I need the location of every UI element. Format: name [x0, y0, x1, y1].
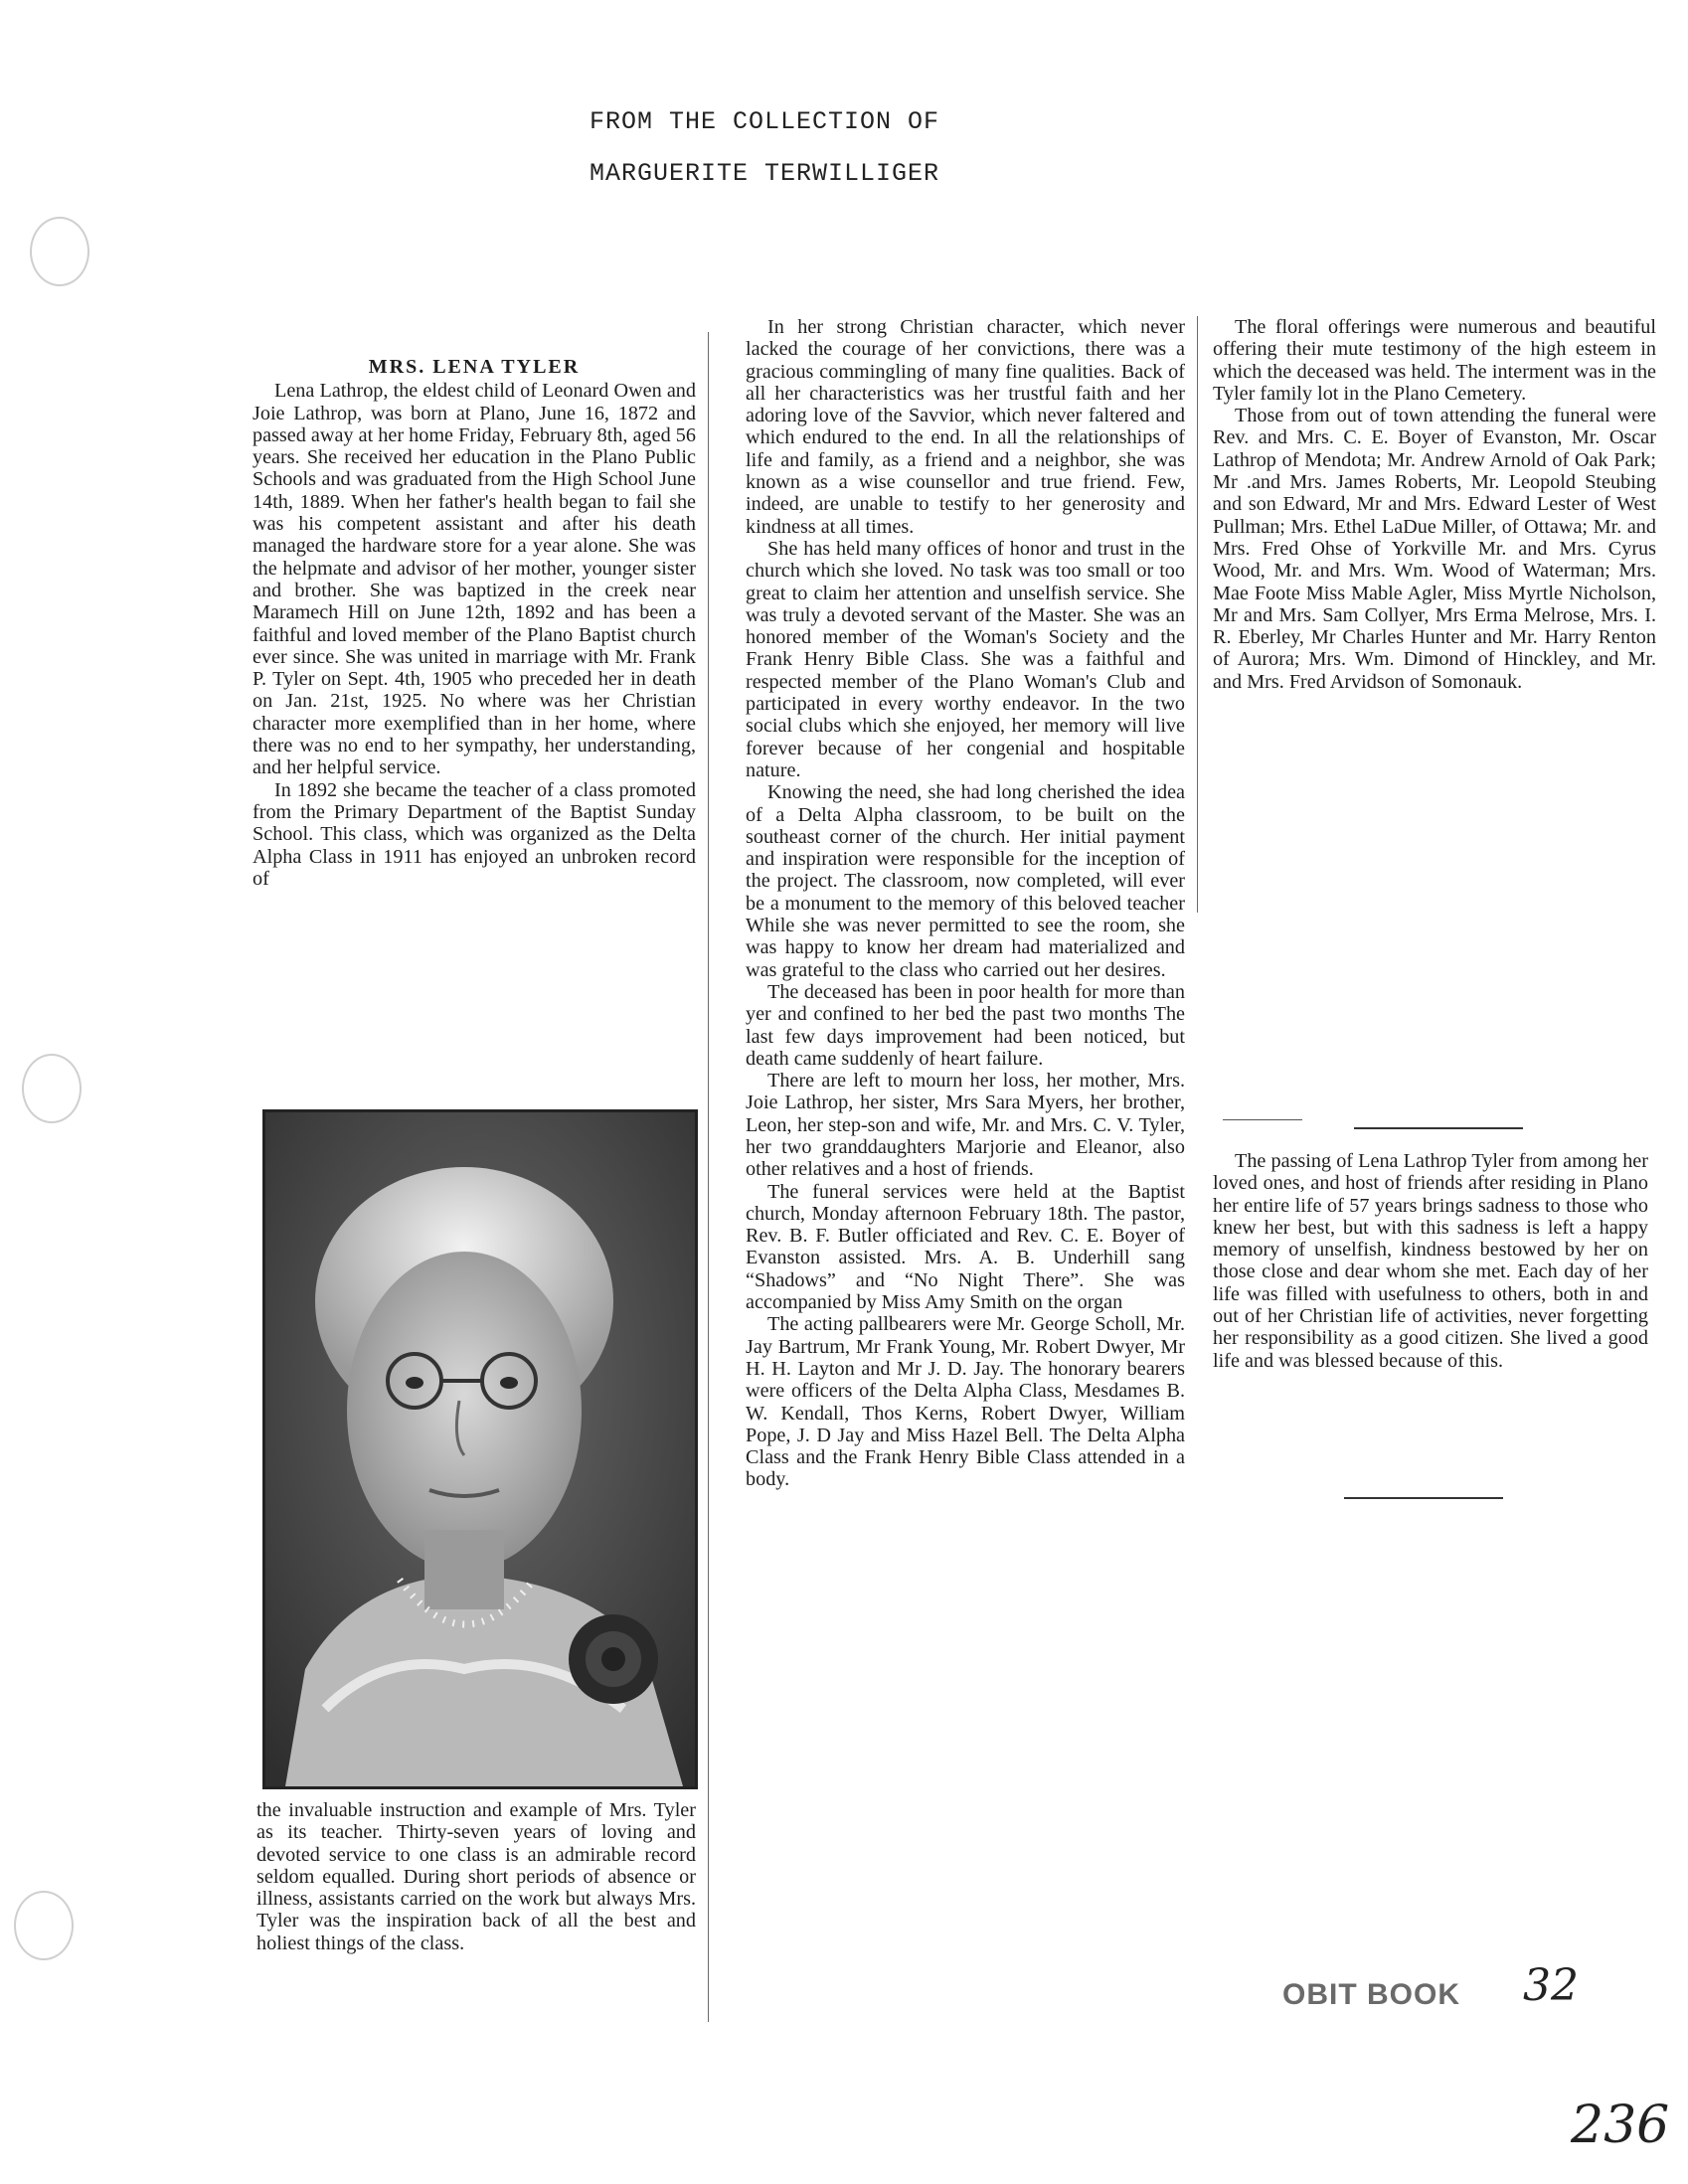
handwritten-book-number: 32: [1523, 1960, 1579, 2011]
paragraph: the invaluable instruction and example of Mrs. Tyler as its teacher. Thirty-seven years of loving and devoted service to one class is an admirable record seldom equalled. During short periods of absence or illness, assistants carried on the work but always Mrs. Tyler was the inspiration back of all the best and holiest things of the class.: [256, 1799, 696, 1954]
divider-rule: [1344, 1497, 1503, 1499]
obituary-column-1-continued: [256, 1799, 696, 1954]
column-divider: [708, 332, 709, 2022]
obit-book-stamp: OBIT BOOK: [1282, 1978, 1460, 2011]
paragraph: The floral offerings were numerous and beautiful offering their mute testimony of the high esteem in which the deceased was held. The interment was in the Tyler family lot in the Plano Cemetery.: [1213, 316, 1656, 405]
paragraph: The acting pallbearers were Mr. George Scholl, Mr. Jay Bartrum, Mr Frank Young, Mr. Robert Dwyer, Mr H. H. Layton and Mr J. D. Jay. The honorary bearers were officers of the Delta Alpha Class, Mesdames B. W. Kendall, Thos Kerns, Robert Dwyer, William Pope, J. D Jay and Miss Hazel Bell. The Delta Alpha Class and the Frank Henry Bible Class attended in a body.: [746, 1313, 1185, 1491]
paragraph: In her strong Christian character, which never lacked the courage of her convictions, there was a gracious commingling of many fine qualities. Back of all her characteristics was her trustful faith and her adoring love of the Savvior, which never faltered and which endured to the end. In all the relationships of life and family, as a friend and a neighbor, she was known as a wise counsellor and true friend. Few, indeed, are unable to testify to her generosity and kindness at all times.: [746, 316, 1185, 538]
obituary-column-3: [1213, 316, 1656, 693]
divider-rule: [1223, 1119, 1302, 1120]
paragraph: The funeral services were held at the Baptist church, Monday afternoon February 18th. The pastor, Rev. B. F. Butler officiated and Rev. C. E. Boyer of Evanston assisted. Mrs. A. B. Underhill sang “Shadows” and “No Night There”. She was accompanied by Miss Amy Smith on the organ: [746, 1180, 1185, 1314]
portrait-illustration: [265, 1112, 695, 1786]
portrait-photo: [262, 1109, 698, 1789]
handwritten-page-number: 236: [1571, 2096, 1670, 2155]
obituary-title: MRS. LENA TYLER: [368, 356, 581, 378]
paragraph: The deceased has been in poor health for more than yer and confined to her bed the past two months The last few days improvement had been noticed, but death came suddenly of heart failure.: [746, 980, 1185, 1070]
tribute-column: [1213, 1150, 1648, 1372]
paragraph: The passing of Lena Lathrop Tyler from among her loved ones, and host of friends after residing in Plano her entire life of 57 years brings sadness to those who knew her best, but with this sadness is left a happy memory of unselfish, kindness bestowed by her on those close and dear whom she met. Each day of her life was filled with usefulness to others, both in and out of her Christian life of activities, never forgetting her responsibility as a good citizen. She lived a good life and was blessed because of this.: [1213, 1150, 1648, 1372]
obituary-column-2: [746, 316, 1185, 1491]
paragraph: Lena Lathrop, the eldest child of Leonard Owen and Joie Lathrop, was born at Plano, June 16, 1872 and passed away at her home Friday, February 8th, aged 56 years. She received her education in the Plano Public Schools and was graduated from the High School June 14th, 1889. When her father's health began to fail she was his competent assistant and after his death managed the hardware store for a year alone. She was the helpmate and advisor of her mother, younger sister and brother. She was baptized in the creek near Maramech Hill on June 12th, 1892 and has been a faithful and loved member of the Plano Baptist church ever since. She was united in marriage with Mr. Frank P. Tyler on Sept. 4th, 1905 who preceded her in death on Jan. 21st, 1925. No where was her Christian character more exemplified than in her home, where there was no end to her sympathy, her understanding, and her helpful service.: [253, 380, 696, 779]
collection-header-line1: FROM THE COLLECTION OF: [589, 107, 940, 136]
divider-rule: [1354, 1127, 1523, 1129]
punch-hole: [22, 1054, 82, 1123]
paragraph: Those from out of town attending the funeral were Rev. and Mrs. C. E. Boyer of Evanston, Mr. Oscar Lathrop of Mendota; Mr. Andrew Arnold of Oak Park; Mr .and Mrs. James Roberts, Mr. Leopold Steubing and son Edward, Mr and Mrs. Edward Lester of West Pullman; Mrs. Ethel LaDue Miller, of Ottawa; Mr. and Mrs. Fred Ohse of Yorkville Mr. and Mrs. Cyrus Wood, Mr. and Mrs. Wm. Wood of Waterman; Mrs. Mae Foote Miss Mable Agler, Miss Myrtle Nicholson, Mr and Mrs. Sam Collyer, Mrs Erma Melrose, Mrs. I. R. Eberley, Mr Charles Hunter and Mr. Harry Renton of Aurora; Mrs. Wm. Dimond of Hinckley, and Mr. and Mrs. Fred Arvidson of Somonauk.: [1213, 405, 1656, 693]
paragraph: There are left to mourn her loss, her mother, Mrs. Joie Lathrop, her sister, Mrs Sara Myers, her brother, Leon, her step-son and wife, Mr. and Mrs. C. V. Tyler, her two granddaughters Marjorie and Eleanor, also other relatives and a host of friends.: [746, 1070, 1185, 1181]
paragraph: Knowing the need, she had long cherished the idea of a Delta Alpha classroom, to be built on the southeast corner of the church. Her initial payment and inspiration were responsible for the inception of the project. The classroom, now completed, will ever be a monument to the memory of this beloved teacher While she was never permitted to see the room, she was happy to know her dream had materialized and was grateful to the class who carried out her desires.: [746, 781, 1185, 981]
column-divider: [1197, 316, 1198, 913]
obituary-column-1: [253, 356, 696, 890]
punch-hole: [14, 1891, 74, 1960]
paragraph: She has held many offices of honor and trust in the church which she loved. No task was too small or too great to claim her attention and unselfish service. She was truly a devoted servant of the Master. She was an honored member of the Woman's Society and the Frank Henry Bible Class. She was a faithful and respected member of the Plano Woman's Club and participated in every worthy endeavor. In the two social clubs which she enjoyed, her memory will live forever because of her congenial and hospitable nature.: [746, 537, 1185, 781]
collection-header-line2: MARGUERITE TERWILLIGER: [589, 159, 940, 188]
punch-hole: [30, 217, 89, 286]
paragraph: In 1892 she became the teacher of a class promoted from the Primary Department of the Baptist Sunday School. This class, which was organized as the Delta Alpha Class in 1911 has enjoyed an unbroken record of: [253, 778, 696, 890]
